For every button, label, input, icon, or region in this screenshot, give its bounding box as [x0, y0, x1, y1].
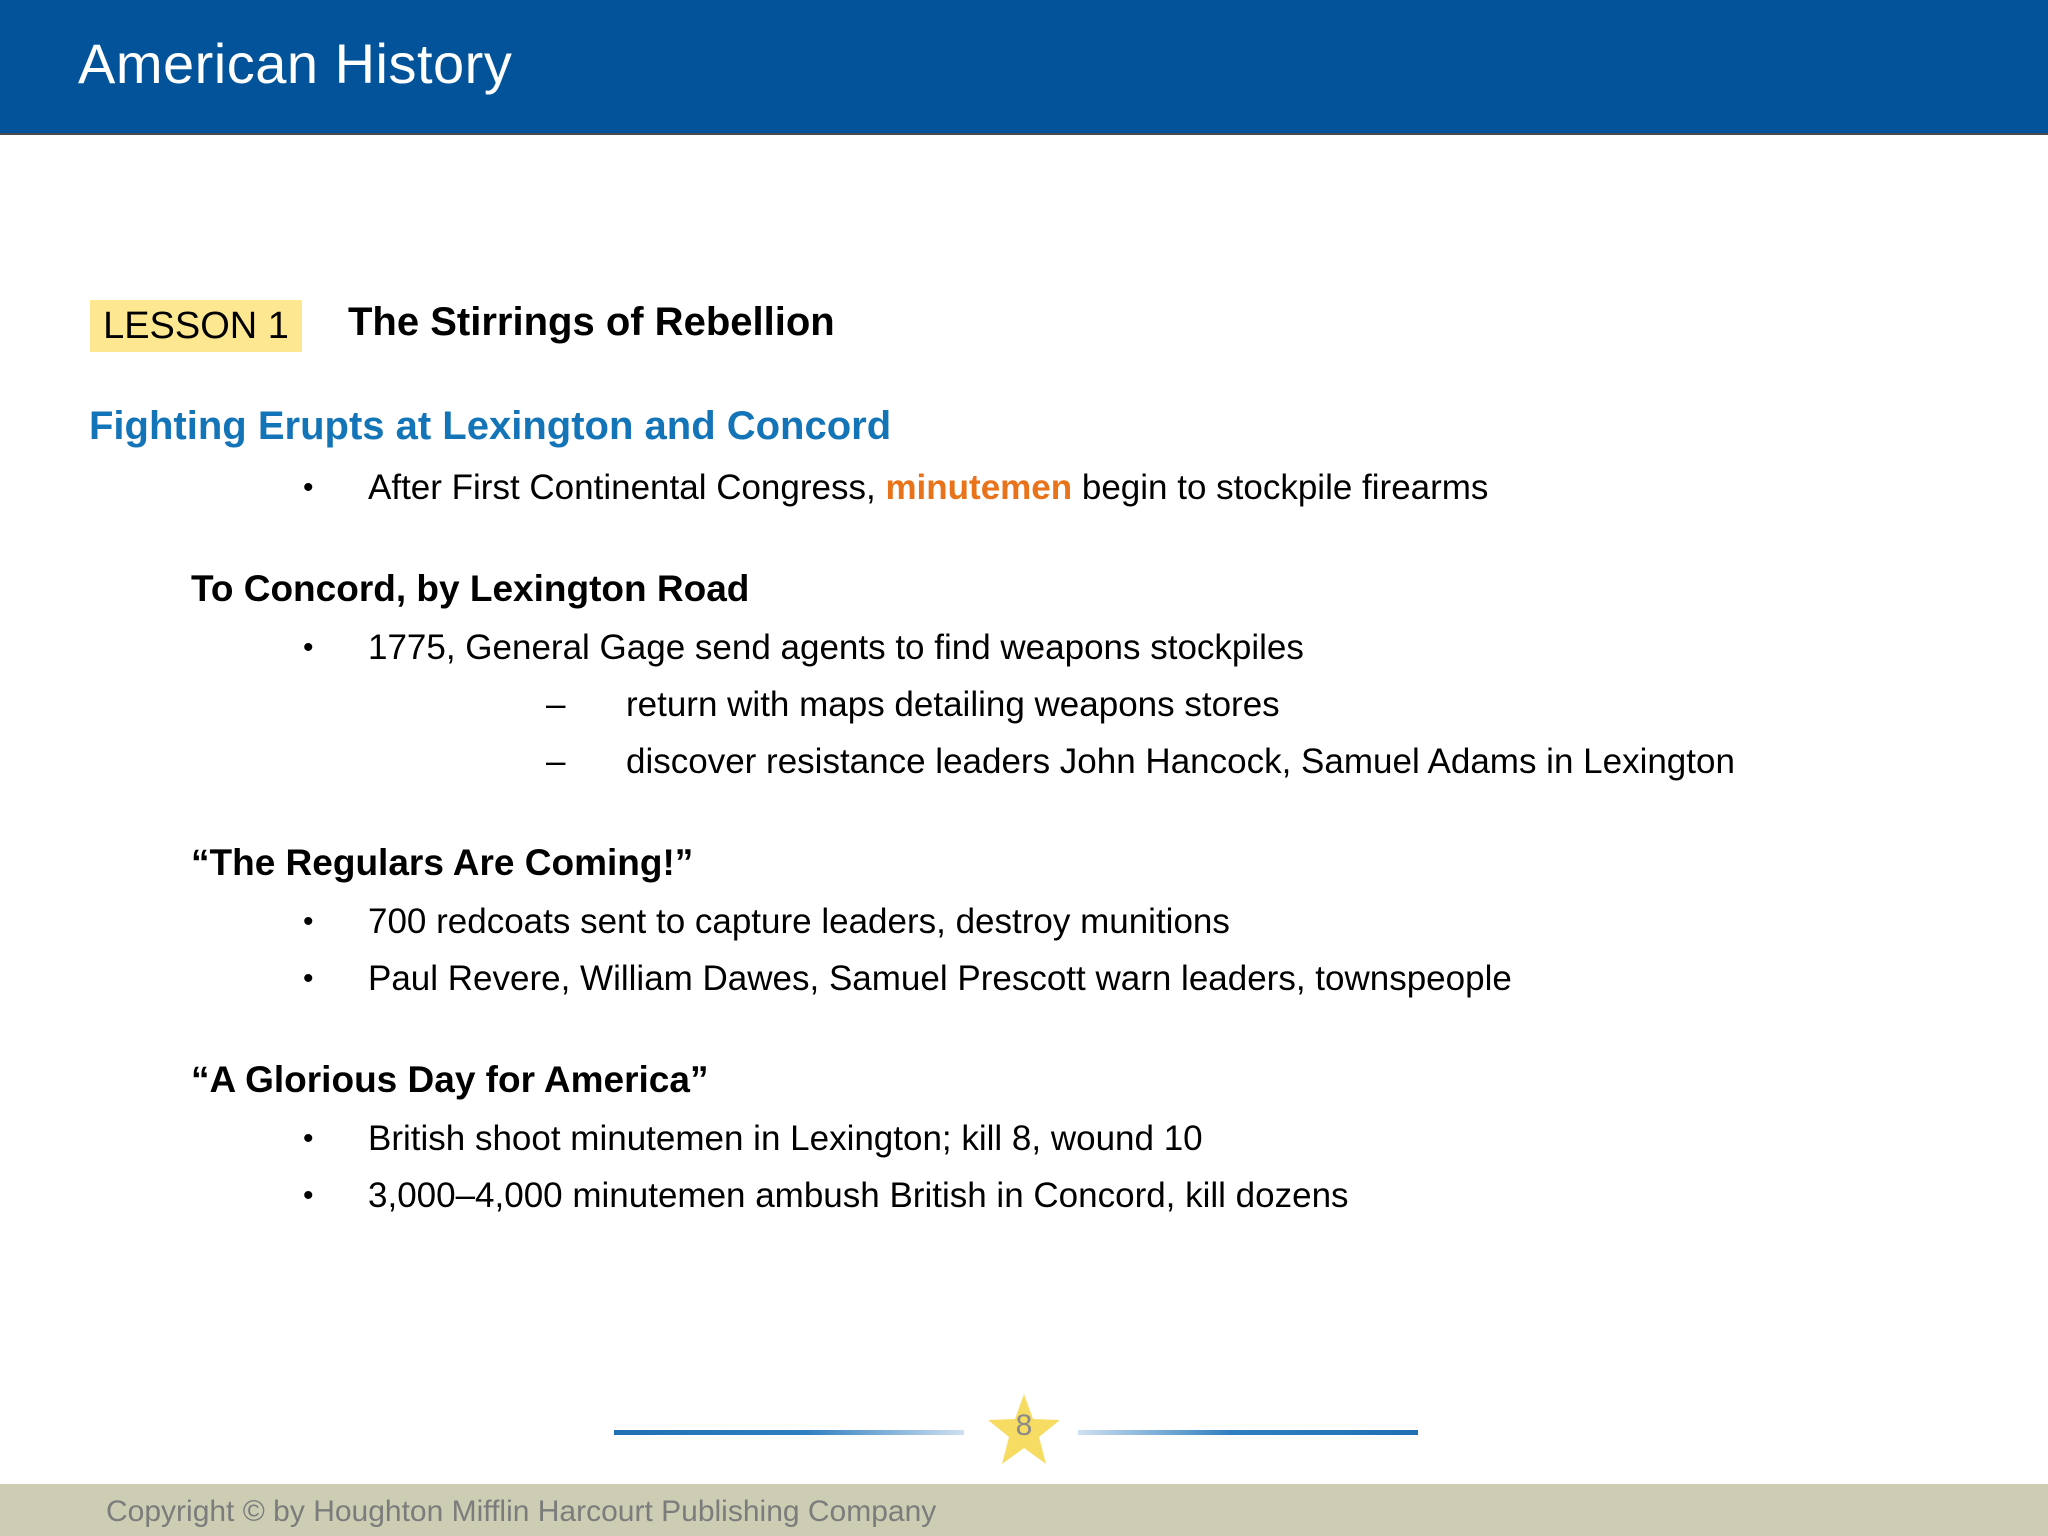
bullet-text: After First Continental Congress, minutemen begin to stockpile firearms: [368, 468, 1489, 507]
sub-bullet-text: return with maps detailing weapons stores: [626, 685, 1280, 724]
bullet-icon: •: [303, 1122, 314, 1155]
dash-icon: –: [546, 742, 566, 781]
footer-divider-left: [614, 1430, 964, 1435]
bullet-text: 3,000–4,000 minutemen ambush British in Concord, kill dozens: [368, 1176, 1349, 1215]
copyright-text: Copyright © by Houghton Mifflin Harcourt Publishing Company: [106, 1495, 937, 1528]
bullet-icon: •: [303, 631, 314, 664]
lesson-badge: LESSON 1: [90, 300, 302, 352]
bullet-icon: •: [303, 905, 314, 938]
subsection-heading: To Concord, by Lexington Road: [191, 568, 750, 609]
bullet-icon: •: [303, 471, 314, 504]
app-title: American History: [78, 32, 513, 95]
bullet-text: Paul Revere, William Dawes, Samuel Prescott warn leaders, townspeople: [368, 959, 1512, 998]
subsection-heading: “A Glorious Day for America”: [191, 1059, 709, 1100]
section-heading: Fighting Erupts at Lexington and Concord: [89, 404, 892, 448]
bullet-text: British shoot minutemen in Lexington; kill 8, wound 10: [368, 1119, 1203, 1158]
footer-divider-right: [1078, 1430, 1418, 1435]
bullet-icon: •: [303, 1179, 314, 1212]
sub-bullet-text: discover resistance leaders John Hancock, Samuel Adams in Lexington: [626, 742, 1735, 781]
bullet-text: 700 redcoats sent to capture leaders, destroy munitions: [368, 902, 1230, 941]
page-number: 8: [1015, 1409, 1033, 1442]
header-bar: [0, 0, 2048, 135]
bullet-text: 1775, General Gage send agents to find weapons stockpiles: [368, 628, 1304, 667]
lesson-title: The Stirrings of Rebellion: [348, 300, 835, 344]
subsection-heading: “The Regulars Are Coming!”: [191, 842, 694, 883]
bullet-icon: •: [303, 962, 314, 995]
highlighted-term: minutemen: [885, 468, 1073, 507]
dash-icon: –: [546, 685, 566, 724]
